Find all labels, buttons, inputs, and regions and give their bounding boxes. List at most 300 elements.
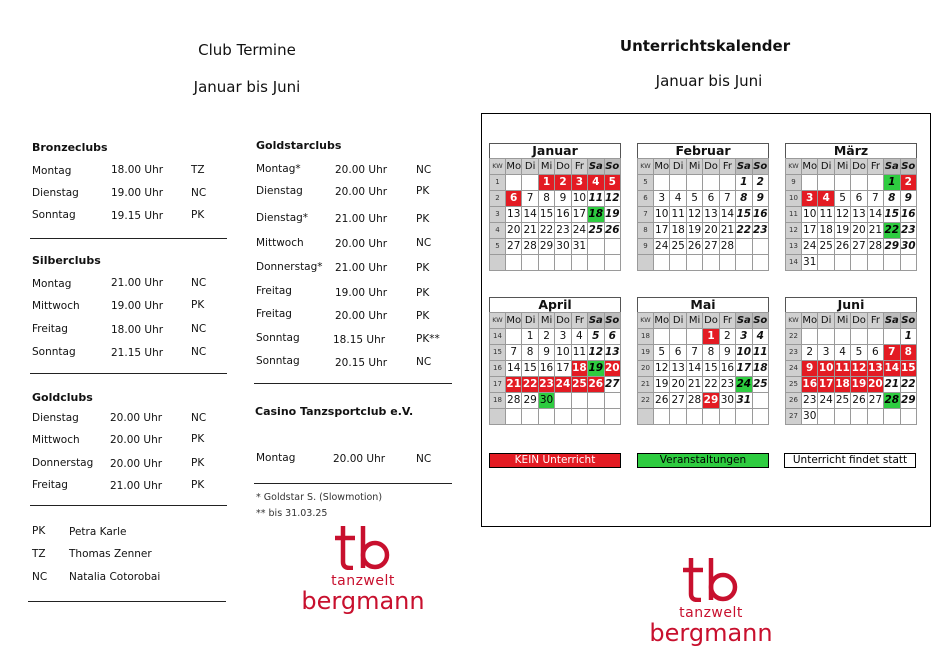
week-row <box>786 329 917 345</box>
day-cell: 15 <box>884 207 900 223</box>
day-cell: 7 <box>686 345 702 361</box>
day-cell: 2 <box>719 329 735 345</box>
day-cell <box>670 255 686 271</box>
week-number: 17 <box>490 377 506 393</box>
weekday-header: Mi <box>686 313 702 329</box>
schedule-time: 20.15 Uhr <box>335 357 388 369</box>
day-cell <box>752 409 768 425</box>
logo-word-bergmann: bergmann <box>301 587 425 615</box>
month-name: März <box>785 143 917 158</box>
weekday-header: Mo <box>506 159 522 175</box>
day-cell: 11 <box>834 361 850 377</box>
day-cell: 30 <box>719 393 735 409</box>
schedule-day: Mittwoch <box>32 434 80 446</box>
day-cell <box>604 393 620 409</box>
week-number: 12 <box>786 223 802 239</box>
day-cell <box>884 409 900 425</box>
day-cell <box>686 255 702 271</box>
weekday-header: Mi <box>538 159 554 175</box>
day-cell: 10 <box>802 207 818 223</box>
day-cell: 23 <box>900 223 916 239</box>
day-cell: 30 <box>900 239 916 255</box>
day-cell <box>654 255 670 271</box>
day-cell: 10 <box>555 345 571 361</box>
kw-header: KW <box>490 313 506 329</box>
day-cell: 23 <box>752 223 768 239</box>
day-cell: 5 <box>686 191 702 207</box>
schedule-time: 21.15 Uhr <box>111 347 164 359</box>
day-cell: 13 <box>670 361 686 377</box>
day-cell: 24 <box>802 239 818 255</box>
week-row <box>786 207 917 223</box>
day-cell <box>752 255 768 271</box>
day-cell: 5 <box>604 175 620 191</box>
schedule-trainer: NC <box>191 412 207 424</box>
schedule-day: Montag <box>32 278 72 290</box>
day-cell: 3 <box>571 175 587 191</box>
week-number: 22 <box>638 393 654 409</box>
month-name: April <box>489 297 621 312</box>
day-cell <box>736 409 752 425</box>
day-cell: 23 <box>802 393 818 409</box>
day-cell: 12 <box>686 207 702 223</box>
schedule-trainer: NC <box>416 164 432 176</box>
day-cell: 26 <box>654 393 670 409</box>
weekday-header-row <box>786 159 917 175</box>
month-grid <box>637 158 769 271</box>
weekday-header: Sa <box>736 313 752 329</box>
club-termine-subtitle: Januar bis Juni <box>193 78 301 96</box>
week-number: 7 <box>638 207 654 223</box>
day-cell: 15 <box>522 361 538 377</box>
week-number: 19 <box>638 345 654 361</box>
day-cell: 1 <box>884 175 900 191</box>
weekday-header: So <box>900 313 916 329</box>
weekday-header: So <box>752 159 768 175</box>
weekday-header: Sa <box>884 159 900 175</box>
day-cell: 30 <box>538 393 554 409</box>
day-cell <box>703 255 719 271</box>
day-cell: 4 <box>818 191 834 207</box>
day-cell: 5 <box>851 345 867 361</box>
day-cell: 24 <box>736 377 752 393</box>
schedule-day: Dienstag* <box>256 212 309 224</box>
schedule-time: 18.00 Uhr <box>111 324 164 336</box>
weekday-header: Do <box>851 159 867 175</box>
day-cell: 20 <box>604 361 620 377</box>
day-cell: 20 <box>670 377 686 393</box>
day-cell: 22 <box>522 377 538 393</box>
day-cell <box>604 409 620 425</box>
day-cell <box>604 255 620 271</box>
day-cell: 11 <box>670 207 686 223</box>
month-calendar-mai <box>637 297 769 425</box>
schedule-trainer: NC <box>416 237 432 249</box>
day-cell: 21 <box>867 223 883 239</box>
week-row <box>786 175 917 191</box>
week-number: 15 <box>490 345 506 361</box>
day-cell: 31 <box>736 393 752 409</box>
schedule-day: Mittwoch <box>32 300 80 312</box>
schedule-trainer: PK <box>191 479 205 491</box>
weekday-header: Mo <box>802 159 818 175</box>
day-cell: 29 <box>884 239 900 255</box>
schedule-trainer: PK <box>191 457 205 469</box>
day-cell <box>506 409 522 425</box>
schedule-trainer: PK <box>191 433 205 445</box>
week-number: 26 <box>786 393 802 409</box>
week-row <box>490 191 621 207</box>
schedule-time: 18.15 Uhr <box>333 334 386 346</box>
week-number: 18 <box>638 329 654 345</box>
schedule-time: 20.00 Uhr <box>110 458 163 470</box>
day-cell: 16 <box>802 377 818 393</box>
day-cell: 9 <box>555 191 571 207</box>
schedule-day: Sonntag <box>256 332 300 344</box>
day-cell: 1 <box>538 175 554 191</box>
day-cell: 18 <box>834 377 850 393</box>
day-cell: 19 <box>686 223 702 239</box>
schedule-time: 19.00 Uhr <box>111 187 164 199</box>
week-row <box>786 393 917 409</box>
weekday-header-row <box>490 159 621 175</box>
day-cell: 13 <box>867 361 883 377</box>
weekday-header: Di <box>818 159 834 175</box>
trainer-code: PK <box>32 525 46 537</box>
day-cell: 29 <box>703 393 719 409</box>
day-cell: 21 <box>522 223 538 239</box>
weekday-header: Fr <box>867 313 883 329</box>
week-row <box>786 361 917 377</box>
week-row <box>490 255 621 271</box>
schedule-trainer: PK <box>416 262 430 274</box>
day-cell: 28 <box>686 393 702 409</box>
week-number: 22 <box>786 329 802 345</box>
divider <box>254 383 452 384</box>
trainer-name: Natalia Cotorobai <box>69 571 161 583</box>
week-number: 4 <box>490 223 506 239</box>
day-cell <box>522 175 538 191</box>
week-row <box>490 239 621 255</box>
tb-logo-icon <box>333 524 393 570</box>
schedule-day: Dienstag <box>256 185 303 197</box>
divider <box>30 505 227 506</box>
day-cell: 29 <box>522 393 538 409</box>
day-cell: 29 <box>900 393 916 409</box>
day-cell <box>736 239 752 255</box>
day-cell <box>522 255 538 271</box>
unterrichtskalender-subtitle: Januar bis Juni <box>655 72 763 90</box>
day-cell: 19 <box>588 361 604 377</box>
weekday-header: So <box>752 313 768 329</box>
day-cell <box>654 329 670 345</box>
day-cell: 13 <box>604 345 620 361</box>
day-cell <box>818 329 834 345</box>
day-cell <box>555 409 571 425</box>
day-cell: 18 <box>818 223 834 239</box>
schedule-time: 21.00 Uhr <box>111 277 164 289</box>
day-cell <box>719 409 735 425</box>
week-number <box>638 255 654 271</box>
day-cell: 21 <box>686 377 702 393</box>
schedule-time: 20.00 Uhr <box>110 412 163 424</box>
day-cell: 19 <box>834 223 850 239</box>
week-number: 6 <box>638 191 654 207</box>
week-number: 14 <box>490 329 506 345</box>
day-cell: 27 <box>703 239 719 255</box>
day-cell: 4 <box>588 175 604 191</box>
month-name: Januar <box>489 143 621 158</box>
weekday-header: Do <box>555 313 571 329</box>
day-cell: 24 <box>654 239 670 255</box>
day-cell: 17 <box>736 361 752 377</box>
day-cell: 12 <box>654 361 670 377</box>
day-cell <box>571 409 587 425</box>
schedule-trainer: NC <box>191 277 207 289</box>
schedule-time: 19.00 Uhr <box>111 300 164 312</box>
day-cell: 28 <box>719 239 735 255</box>
day-cell <box>752 393 768 409</box>
weekday-header-row <box>638 159 769 175</box>
schedule-day: Dienstag <box>32 187 79 199</box>
schedule-trainer: NC <box>416 356 432 368</box>
casino-heading: Casino Tanzsportclub e.V. <box>255 405 414 418</box>
day-cell: 10 <box>654 207 670 223</box>
day-cell <box>538 255 554 271</box>
day-cell: 21 <box>506 377 522 393</box>
day-cell <box>752 239 768 255</box>
week-row <box>638 255 769 271</box>
day-cell: 1 <box>900 329 916 345</box>
day-cell: 24 <box>555 377 571 393</box>
schedule-time: 19.15 Uhr <box>111 210 164 222</box>
day-cell: 13 <box>851 207 867 223</box>
day-cell: 8 <box>703 345 719 361</box>
day-cell: 22 <box>736 223 752 239</box>
goldstarclubs-heading: Goldstarclubs <box>256 139 342 152</box>
day-cell <box>588 255 604 271</box>
day-cell <box>588 409 604 425</box>
week-row <box>490 409 621 425</box>
schedule-trainer: NC <box>191 346 207 358</box>
day-cell <box>686 175 702 191</box>
day-cell: 2 <box>538 329 554 345</box>
day-cell: 4 <box>752 329 768 345</box>
week-number: 5 <box>638 175 654 191</box>
week-number: 9 <box>786 175 802 191</box>
day-cell: 12 <box>834 207 850 223</box>
day-cell: 17 <box>654 223 670 239</box>
week-row <box>490 223 621 239</box>
day-cell <box>834 409 850 425</box>
day-cell: 4 <box>571 329 587 345</box>
day-cell <box>818 175 834 191</box>
week-number: 3 <box>490 207 506 223</box>
weekday-header: Do <box>555 159 571 175</box>
week-row <box>786 409 917 425</box>
day-cell <box>802 329 818 345</box>
schedule-day: Freitag <box>32 323 68 335</box>
week-row <box>638 239 769 255</box>
day-cell: 2 <box>752 175 768 191</box>
day-cell: 6 <box>506 191 522 207</box>
day-cell <box>703 409 719 425</box>
day-cell: 14 <box>719 207 735 223</box>
weekday-header: So <box>604 159 620 175</box>
week-number: 2 <box>490 191 506 207</box>
day-cell: 15 <box>703 361 719 377</box>
day-cell <box>802 175 818 191</box>
week-row <box>638 345 769 361</box>
weekday-header: Sa <box>588 159 604 175</box>
day-cell: 17 <box>555 361 571 377</box>
day-cell: 20 <box>703 223 719 239</box>
day-cell: 12 <box>588 345 604 361</box>
weekday-header: Do <box>703 313 719 329</box>
day-cell: 11 <box>588 191 604 207</box>
day-cell: 19 <box>654 377 670 393</box>
logo-word-tanzwelt: tanzwelt <box>679 605 743 621</box>
weekday-header: Di <box>522 159 538 175</box>
week-row <box>638 409 769 425</box>
day-cell: 7 <box>884 345 900 361</box>
week-number: 20 <box>638 361 654 377</box>
week-row <box>786 239 917 255</box>
day-cell <box>851 175 867 191</box>
schedule-day: Freitag <box>256 285 292 297</box>
week-row <box>786 223 917 239</box>
day-cell <box>588 239 604 255</box>
day-cell: 8 <box>522 345 538 361</box>
day-cell: 30 <box>555 239 571 255</box>
schedule-trainer: PK <box>416 310 430 322</box>
week-row <box>638 207 769 223</box>
day-cell <box>818 409 834 425</box>
day-cell <box>867 409 883 425</box>
weekday-header-row <box>490 313 621 329</box>
day-cell: 31 <box>802 255 818 271</box>
day-cell <box>818 255 834 271</box>
day-cell: 3 <box>818 345 834 361</box>
month-calendar-februar <box>637 143 769 271</box>
day-cell: 10 <box>818 361 834 377</box>
schedule-time: 19.00 Uhr <box>335 287 388 299</box>
day-cell: 5 <box>588 329 604 345</box>
day-cell: 29 <box>538 239 554 255</box>
day-cell: 7 <box>506 345 522 361</box>
day-cell: 16 <box>719 361 735 377</box>
day-cell: 25 <box>571 377 587 393</box>
day-cell: 2 <box>900 175 916 191</box>
tanzwelt-bergmann-logo <box>298 524 428 614</box>
legend-veranstaltungen: Veranstaltungen <box>637 453 769 468</box>
week-number: 11 <box>786 207 802 223</box>
day-cell <box>851 329 867 345</box>
week-row <box>638 329 769 345</box>
day-cell: 20 <box>506 223 522 239</box>
weekday-header: Di <box>670 159 686 175</box>
day-cell: 3 <box>736 329 752 345</box>
weekday-header: Sa <box>588 313 604 329</box>
day-cell: 25 <box>588 223 604 239</box>
day-cell: 11 <box>571 345 587 361</box>
tb-logo-icon <box>681 556 741 602</box>
day-cell: 5 <box>654 345 670 361</box>
logo-word-bergmann: bergmann <box>649 619 773 647</box>
day-cell: 26 <box>588 377 604 393</box>
weekday-header: Mi <box>538 313 554 329</box>
day-cell: 4 <box>670 191 686 207</box>
day-cell: 20 <box>867 377 883 393</box>
day-cell: 4 <box>834 345 850 361</box>
bronzeclubs-heading: Bronzeclubs <box>32 141 108 154</box>
day-cell <box>834 175 850 191</box>
week-row <box>786 255 917 271</box>
day-cell: 16 <box>752 207 768 223</box>
week-row <box>490 361 621 377</box>
day-cell <box>670 409 686 425</box>
weekday-header: Fr <box>571 313 587 329</box>
schedule-time: 20.00 Uhr <box>335 164 388 176</box>
week-number: 27 <box>786 409 802 425</box>
day-cell: 22 <box>900 377 916 393</box>
schedule-time: 20.00 Uhr <box>110 434 163 446</box>
schedule-day: Freitag <box>256 308 292 320</box>
schedule-time: 20.00 Uhr <box>335 186 388 198</box>
week-number: 21 <box>638 377 654 393</box>
month-name: Juni <box>785 297 917 312</box>
divider <box>30 373 227 374</box>
schedule-day: Sonntag <box>256 355 300 367</box>
day-cell: 6 <box>703 191 719 207</box>
schedule-day: Montag <box>256 452 296 464</box>
schedule-trainer: PK <box>416 185 430 197</box>
weekday-header: Mo <box>506 313 522 329</box>
day-cell: 12 <box>604 191 620 207</box>
day-cell: 3 <box>654 191 670 207</box>
day-cell: 26 <box>851 393 867 409</box>
day-cell <box>654 175 670 191</box>
schedule-time: 21.00 Uhr <box>110 480 163 492</box>
day-cell <box>670 329 686 345</box>
day-cell: 2 <box>555 175 571 191</box>
day-cell: 30 <box>802 409 818 425</box>
day-cell: 3 <box>802 191 818 207</box>
day-cell: 18 <box>571 361 587 377</box>
footnote: * Goldstar S. (Slowmotion) <box>256 492 383 503</box>
day-cell: 12 <box>851 361 867 377</box>
day-cell: 24 <box>818 393 834 409</box>
week-number: 14 <box>786 255 802 271</box>
day-cell: 10 <box>736 345 752 361</box>
week-row <box>490 377 621 393</box>
day-cell: 27 <box>506 239 522 255</box>
day-cell: 27 <box>670 393 686 409</box>
week-row <box>490 393 621 409</box>
day-cell: 15 <box>900 361 916 377</box>
week-row <box>638 361 769 377</box>
schedule-day: Donnerstag* <box>256 261 323 273</box>
day-cell: 15 <box>538 207 554 223</box>
month-grid <box>785 158 917 271</box>
week-number: 5 <box>490 239 506 255</box>
schedule-day: Mittwoch <box>256 237 304 249</box>
kw-header: KW <box>638 313 654 329</box>
week-number <box>490 255 506 271</box>
day-cell: 16 <box>900 207 916 223</box>
schedule-trainer: NC <box>191 323 207 335</box>
day-cell: 17 <box>818 377 834 393</box>
